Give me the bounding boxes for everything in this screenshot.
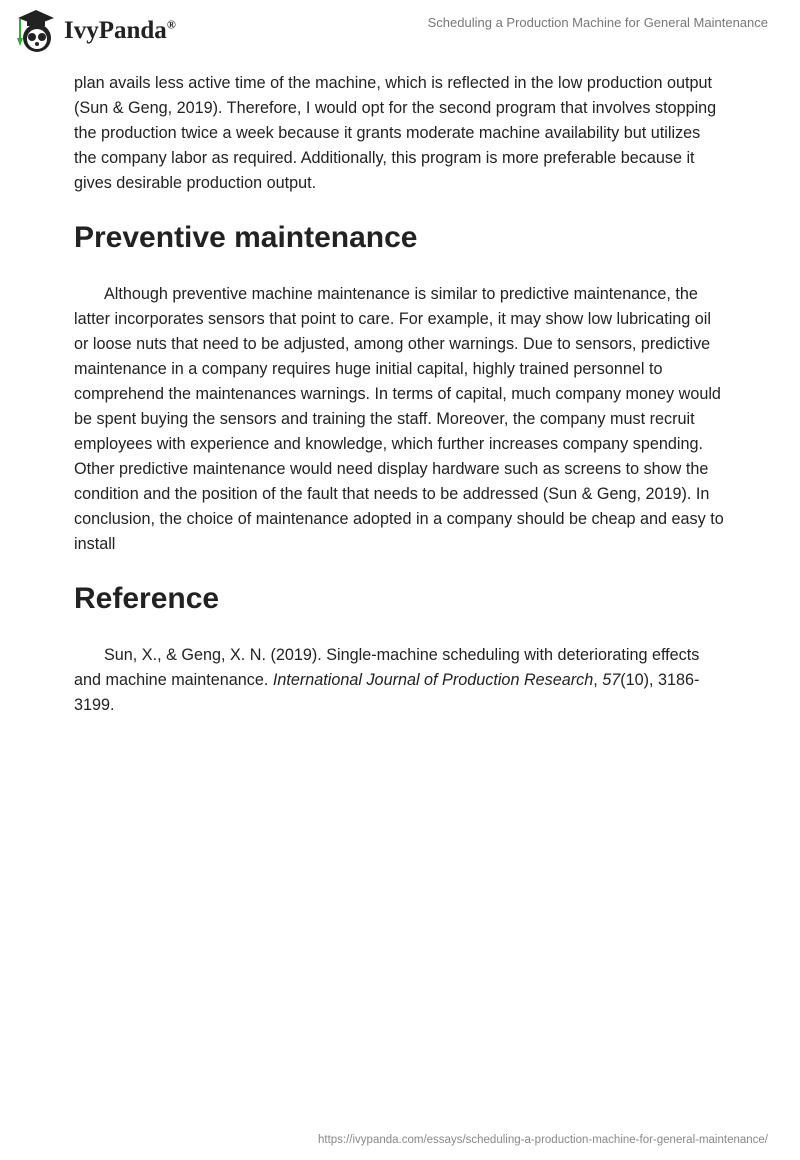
- brand-name: IvyPanda®: [64, 17, 176, 44]
- reference-entry: Sun, X., & Geng, X. N. (2019). Single-machine scheduling with deteriorating effects and machine maintenance. International Journal of Production Research, 57(10), 3186-3199.: [74, 646, 700, 714]
- panda-logo-icon: [14, 8, 58, 54]
- essay-content: [74, 71, 724, 718]
- document-title: Scheduling a Production Machine for General Maintenance: [427, 15, 768, 30]
- section-heading-reference: Reference: [74, 582, 220, 615]
- section-heading-preventive: Preventive maintenance: [74, 221, 418, 254]
- paragraph: plan avails less active time of the machine, which is reflected in the low production output (Sun & Geng, 2019). Therefore, I would opt for the second program that involves stopping the production twice a week because it grants moderate machine availability but utilizes the company labor as required. Additionally, this program is more preferable because it gives desirable production output.: [74, 74, 717, 192]
- source-url[interactable]: https://ivypanda.com/essays/scheduling-a-production-machine-for-general-maintenance/: [317, 1134, 768, 1146]
- paragraph: Although preventive machine maintenance is similar to predictive maintenance, the latter incorporates sensors that point to care. For example, it may show low lubricating oil or loose nuts that need to be adjusted, among other warnings. Due to sensors, predictive maintenance in a company requires huge initial capital, highly trained personnel to comprehend the maintenances warnings. In terms of capital, much company money would be spent buying the sensors and training the staff. Moreover, the company must recruit employees with experience and knowledge, which further increases company spending. Other predictive maintenance would need display hardware such as screens to show the condition and the position of the fault that needs to be addressed (Sun & Geng, 2019). In conclusion, the choice of maintenance adopted in a company should be cheap and easy to install: [74, 285, 724, 553]
- logo[interactable]: [14, 8, 176, 54]
